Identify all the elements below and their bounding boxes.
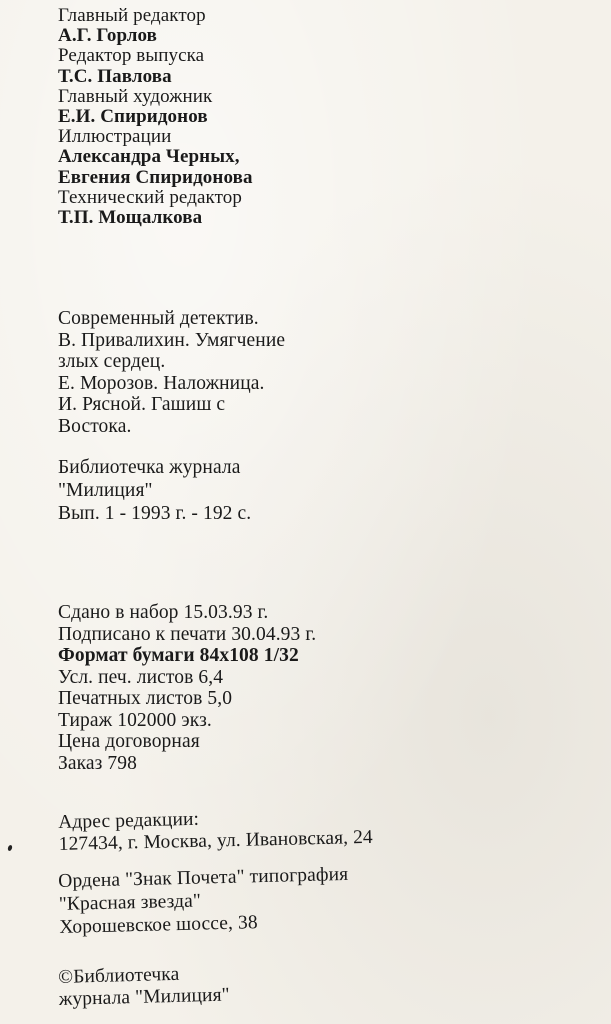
printer-line: Ордена "Знак Почета" типография (58, 863, 349, 892)
staff-name-issue-editor: Т.С. Павлова (58, 65, 172, 87)
staff-name-illustrator-1: Александра Черных, (58, 146, 240, 168)
print-detail-line: Печатных листов 5,0 (58, 688, 233, 709)
print-detail-line: Формат бумаги 84x108 1/32 (58, 645, 299, 666)
staff-name-chief-artist: Е.И. Спиридонов (58, 106, 208, 128)
print-detail-line: Тираж 102000 экз. (58, 709, 212, 731)
printing-house-block (58, 863, 350, 939)
contents-line: Востока. (58, 415, 132, 437)
staff-role-technical-editor: Технический редактор (58, 186, 242, 208)
print-detail-line: Усл. печ. листов 6,4 (58, 666, 224, 688)
copyright-block (58, 963, 230, 1011)
staff-role-chief-editor: Главный редактор (58, 5, 206, 26)
editorial-address-block (58, 805, 373, 856)
copyright-line: ©Библиотечка (58, 963, 180, 988)
contents-line: Е. Морозов. Наложница. (58, 372, 265, 394)
contents-line: И. Рясной. Гашиш с (58, 394, 226, 415)
contents-line: В. Привалихин. Умягчение (58, 329, 286, 351)
staff-name-technical-editor: Т.П. Мощалкова (58, 207, 203, 229)
printer-line: "Красная звезда" (58, 890, 202, 915)
series-line: Библиотечка журнала (58, 457, 241, 478)
contents-line: Современный детектив. (58, 308, 259, 329)
print-detail-line: Сдано в набор 15.03.93 г. (58, 602, 269, 623)
address-value: 127434, г. Москва, ул. Ивановская, 24 (58, 826, 374, 855)
contents-block (58, 308, 285, 437)
staff-role-issue-editor: Редактор выпуска (58, 45, 205, 67)
printer-line: Хорошевское шоссе, 38 (59, 912, 258, 938)
staff-role-chief-artist: Главный художник (58, 85, 213, 107)
ink-speck (7, 844, 13, 851)
series-block (58, 456, 251, 525)
staff-role-illustrations: Иллюстрации (58, 126, 172, 148)
print-detail-line: Подписано к печати 30.04.93 г. (58, 623, 317, 645)
address-label: Адрес редакции: (58, 808, 200, 833)
series-line: "Милиция" (58, 480, 153, 501)
staff-name-chief-editor: А.Г. Горлов (58, 25, 157, 47)
series-line: Вып. 1 - 1993 г. - 192 с. (58, 503, 252, 524)
print-details-block (58, 602, 316, 774)
editorial-staff-block (58, 6, 253, 228)
contents-line: злых сердец. (58, 351, 166, 372)
staff-name-illustrator-2: Евгения Спиридонова (58, 166, 253, 188)
print-detail-line: Цена договорная (58, 731, 200, 752)
print-detail-line: Заказ 798 (58, 752, 137, 774)
copyright-line: журнала "Милиция" (58, 984, 230, 1010)
